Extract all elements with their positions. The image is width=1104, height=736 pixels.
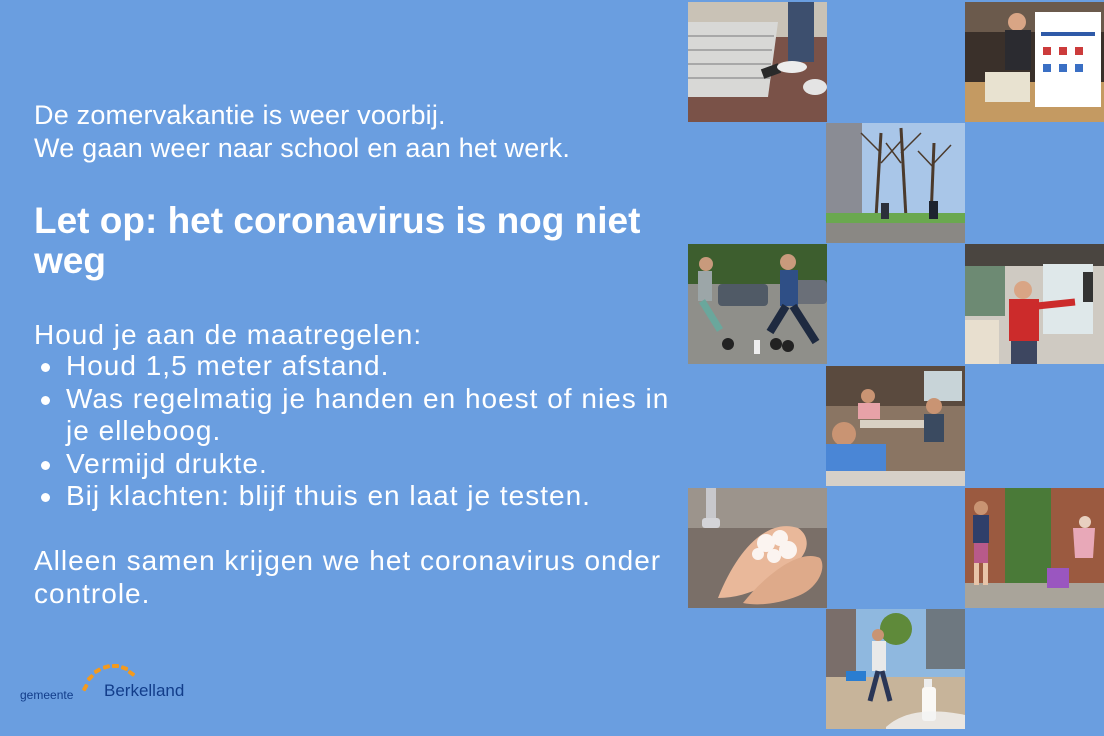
- neighbors-street-photo: [965, 488, 1104, 608]
- rules-title: Houd je aan de maatregelen:: [34, 319, 423, 350]
- park-bench-photo: [826, 123, 965, 243]
- floor-distance-marker-photo: [688, 2, 827, 122]
- intro-line-1: De zomervakantie is weer voorbij.: [34, 100, 446, 130]
- logo-name: Berkelland: [104, 681, 185, 700]
- square-sanitizer-photo: [826, 609, 965, 729]
- municipality-logo: [18, 660, 208, 710]
- rule-item: Bij klachten: blijf thuis en laat je testen.: [34, 480, 674, 513]
- rule-item: Vermijd drukte.: [34, 448, 674, 481]
- rule-item: Was regelmatig je handen en hoest of nies in je elleboog.: [34, 383, 674, 448]
- logo-prefix: gemeente: [20, 688, 74, 702]
- rule-item: Houd 1,5 meter afstand.: [34, 350, 674, 383]
- intro-line-2: We gaan weer naar school en aan het werk.: [34, 133, 571, 163]
- outdoor-workout-photo: [688, 244, 827, 364]
- cafe-host-photo: [965, 244, 1104, 364]
- rules-list: [34, 350, 674, 513]
- handwashing-photo: [688, 488, 827, 608]
- cafe-counter-poster-photo: [965, 2, 1104, 122]
- headline: Let op: het coronavirus is nog niet weg: [34, 200, 641, 281]
- classroom-photo: [826, 366, 965, 486]
- closing-text: Alleen samen krijgen we het coronavirus onder controle.: [34, 545, 662, 609]
- intro-text: [34, 99, 570, 165]
